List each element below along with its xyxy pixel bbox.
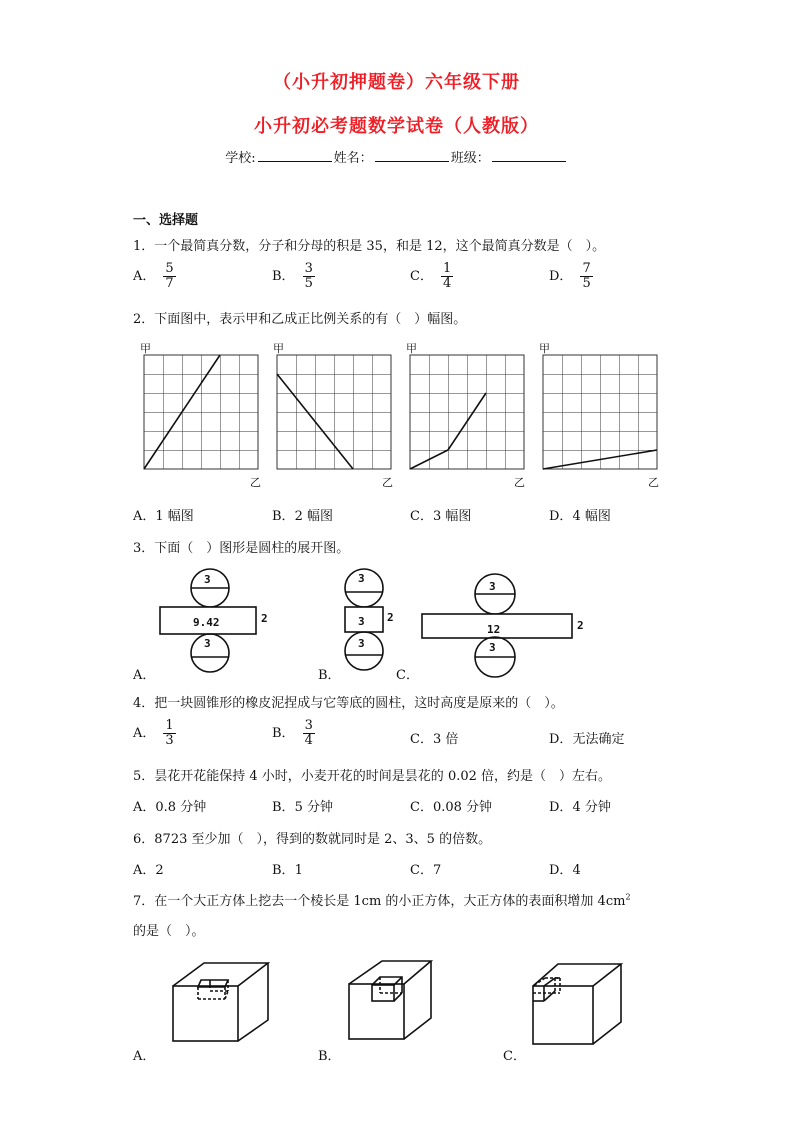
- net-a-rect-length: 9.42: [193, 616, 220, 629]
- class-label: 班级：: [450, 151, 490, 166]
- graph-a: [144, 355, 258, 469]
- class-blank[interactable]: [492, 149, 566, 162]
- net-c-rect-length: 12: [487, 623, 501, 636]
- q2-option-a[interactable]: A．1 幅图: [133, 509, 194, 524]
- y-axis-label-c: 甲: [406, 342, 417, 355]
- q5-option-b[interactable]: B．5 分钟: [272, 800, 333, 815]
- x-axis-label-d: 乙: [648, 476, 659, 489]
- fraction: $\frac{1}{4}$: [442, 261, 452, 291]
- graph-d: [543, 355, 657, 469]
- question-4-text: 4．把一块圆锥形的橡皮泥捏成与它等底的圆柱，这时高度是原来的（ ）。: [133, 696, 564, 711]
- net-c-top-diameter: 3: [489, 580, 496, 593]
- question-7-text-line1: 7．在一个大正方体上挖去一个棱长是 1cm 的小正方体，大正方体的表面积增加 $4cm^2$: [133, 892, 631, 909]
- q3-option-b[interactable]: B．: [318, 668, 341, 683]
- school-label: 学校:: [225, 151, 256, 166]
- net-b-height: 2: [387, 611, 394, 624]
- q2-option-b[interactable]: B．2 幅图: [272, 509, 333, 524]
- q5-option-c[interactable]: C．0.08 分钟: [410, 800, 493, 815]
- net-b-bottom-diameter: 3: [358, 637, 365, 650]
- question-1-text: 1．一个最简真分数，分子和分母的积是 35，和是 12，这个最简真分数是（ ）。: [133, 239, 606, 254]
- y-axis-label-a: 甲: [140, 342, 151, 355]
- q4-option-d[interactable]: D．无法确定: [549, 732, 625, 747]
- question-3-text: 3．下面（ ）图形是圆柱的展开图。: [133, 541, 350, 556]
- q7-option-c[interactable]: C．: [503, 1049, 526, 1064]
- q5-option-d[interactable]: D．4 分钟: [549, 800, 611, 815]
- q6-option-d[interactable]: D．4: [549, 863, 581, 878]
- cube-figures: [0, 950, 793, 1060]
- q1-option-c[interactable]: [410, 262, 453, 291]
- x-axis-label-c: 乙: [514, 476, 525, 489]
- q6-option-a[interactable]: A．2: [133, 863, 164, 878]
- fraction: $\frac{1}{3}$: [165, 718, 174, 748]
- exam-title-line2: 小升初必考题数学试卷（人教版）: [254, 116, 539, 137]
- student-info-line: [0, 147, 793, 166]
- net-a-height: 2: [261, 612, 268, 625]
- q7-option-a[interactable]: A．: [133, 1049, 156, 1064]
- question-5-text: 5．昙花开花能保持 4 小时，小麦开花的时间是昙花的 0.02 倍，约是（ ）左右。: [133, 769, 612, 784]
- q2-option-d[interactable]: D．4 幅图: [549, 509, 611, 524]
- net-c-height: 2: [577, 619, 584, 632]
- fraction: $\frac{3}{4}$: [304, 718, 313, 748]
- q6-option-c[interactable]: C．7: [410, 863, 442, 878]
- graph-b: [277, 355, 391, 469]
- fraction: $\frac{7}{5}$: [582, 261, 591, 291]
- q3-option-c[interactable]: C．: [396, 668, 419, 683]
- net-a-top-diameter: 3: [204, 573, 211, 586]
- q5-option-a[interactable]: A．0.8 分钟: [133, 800, 207, 815]
- cube-a: [173, 963, 268, 1041]
- name-label: 姓名：: [333, 151, 373, 166]
- net-a-bottom-diameter: 3: [204, 637, 211, 650]
- section-title: 一、选择题: [133, 213, 199, 228]
- net-b-top-diameter: 3: [358, 572, 365, 585]
- q1-option-b[interactable]: [272, 262, 315, 291]
- y-axis-label-b: 甲: [273, 342, 284, 355]
- fraction: $\frac{5}{7}$: [165, 261, 174, 291]
- q4-option-c[interactable]: C．3 倍: [410, 732, 459, 747]
- net-c-bottom-diameter: 3: [489, 641, 496, 654]
- q6-option-b[interactable]: B．1: [272, 863, 303, 878]
- exam-title-line1: （小升初押题卷）六年级下册: [273, 72, 520, 93]
- q4-option-a[interactable]: A． $\frac{1}{3}$: [133, 718, 174, 748]
- proportion-graphs: [130, 340, 670, 490]
- cube-b: [349, 961, 431, 1039]
- q3-option-a[interactable]: A．: [133, 668, 156, 683]
- option-label: A．: [133, 269, 156, 284]
- option-label: C．: [410, 269, 433, 284]
- graph-c: [410, 355, 524, 469]
- option-label: D．: [549, 269, 573, 284]
- y-axis-label-d: 甲: [539, 342, 550, 355]
- q7-option-b[interactable]: B．: [318, 1049, 341, 1064]
- q2-option-c[interactable]: C．3 幅图: [410, 509, 472, 524]
- x-axis-label-a: 乙: [250, 476, 261, 489]
- question-7-text-line2: 的是（ ）。: [133, 924, 205, 939]
- name-blank[interactable]: [375, 149, 449, 162]
- cube-c: [533, 964, 621, 1044]
- question-6-text: 6．8723 至少加（ ），得到的数就同时是 2、3、5 的倍数。: [133, 832, 492, 847]
- net-b-rect-length: 3: [358, 615, 365, 628]
- q4-option-b[interactable]: B． $\frac{3}{4}$: [272, 718, 313, 748]
- q1-option-d[interactable]: [549, 262, 593, 291]
- school-blank[interactable]: [258, 149, 332, 162]
- question-2-text: 2．下面图中，表示甲和乙成正比例关系的有（ ）幅图。: [133, 312, 467, 327]
- fraction: $\frac{3}{5}$: [304, 261, 313, 291]
- q1-option-a[interactable]: [133, 262, 176, 291]
- option-label: B．: [272, 269, 295, 284]
- x-axis-label-b: 乙: [382, 476, 393, 489]
